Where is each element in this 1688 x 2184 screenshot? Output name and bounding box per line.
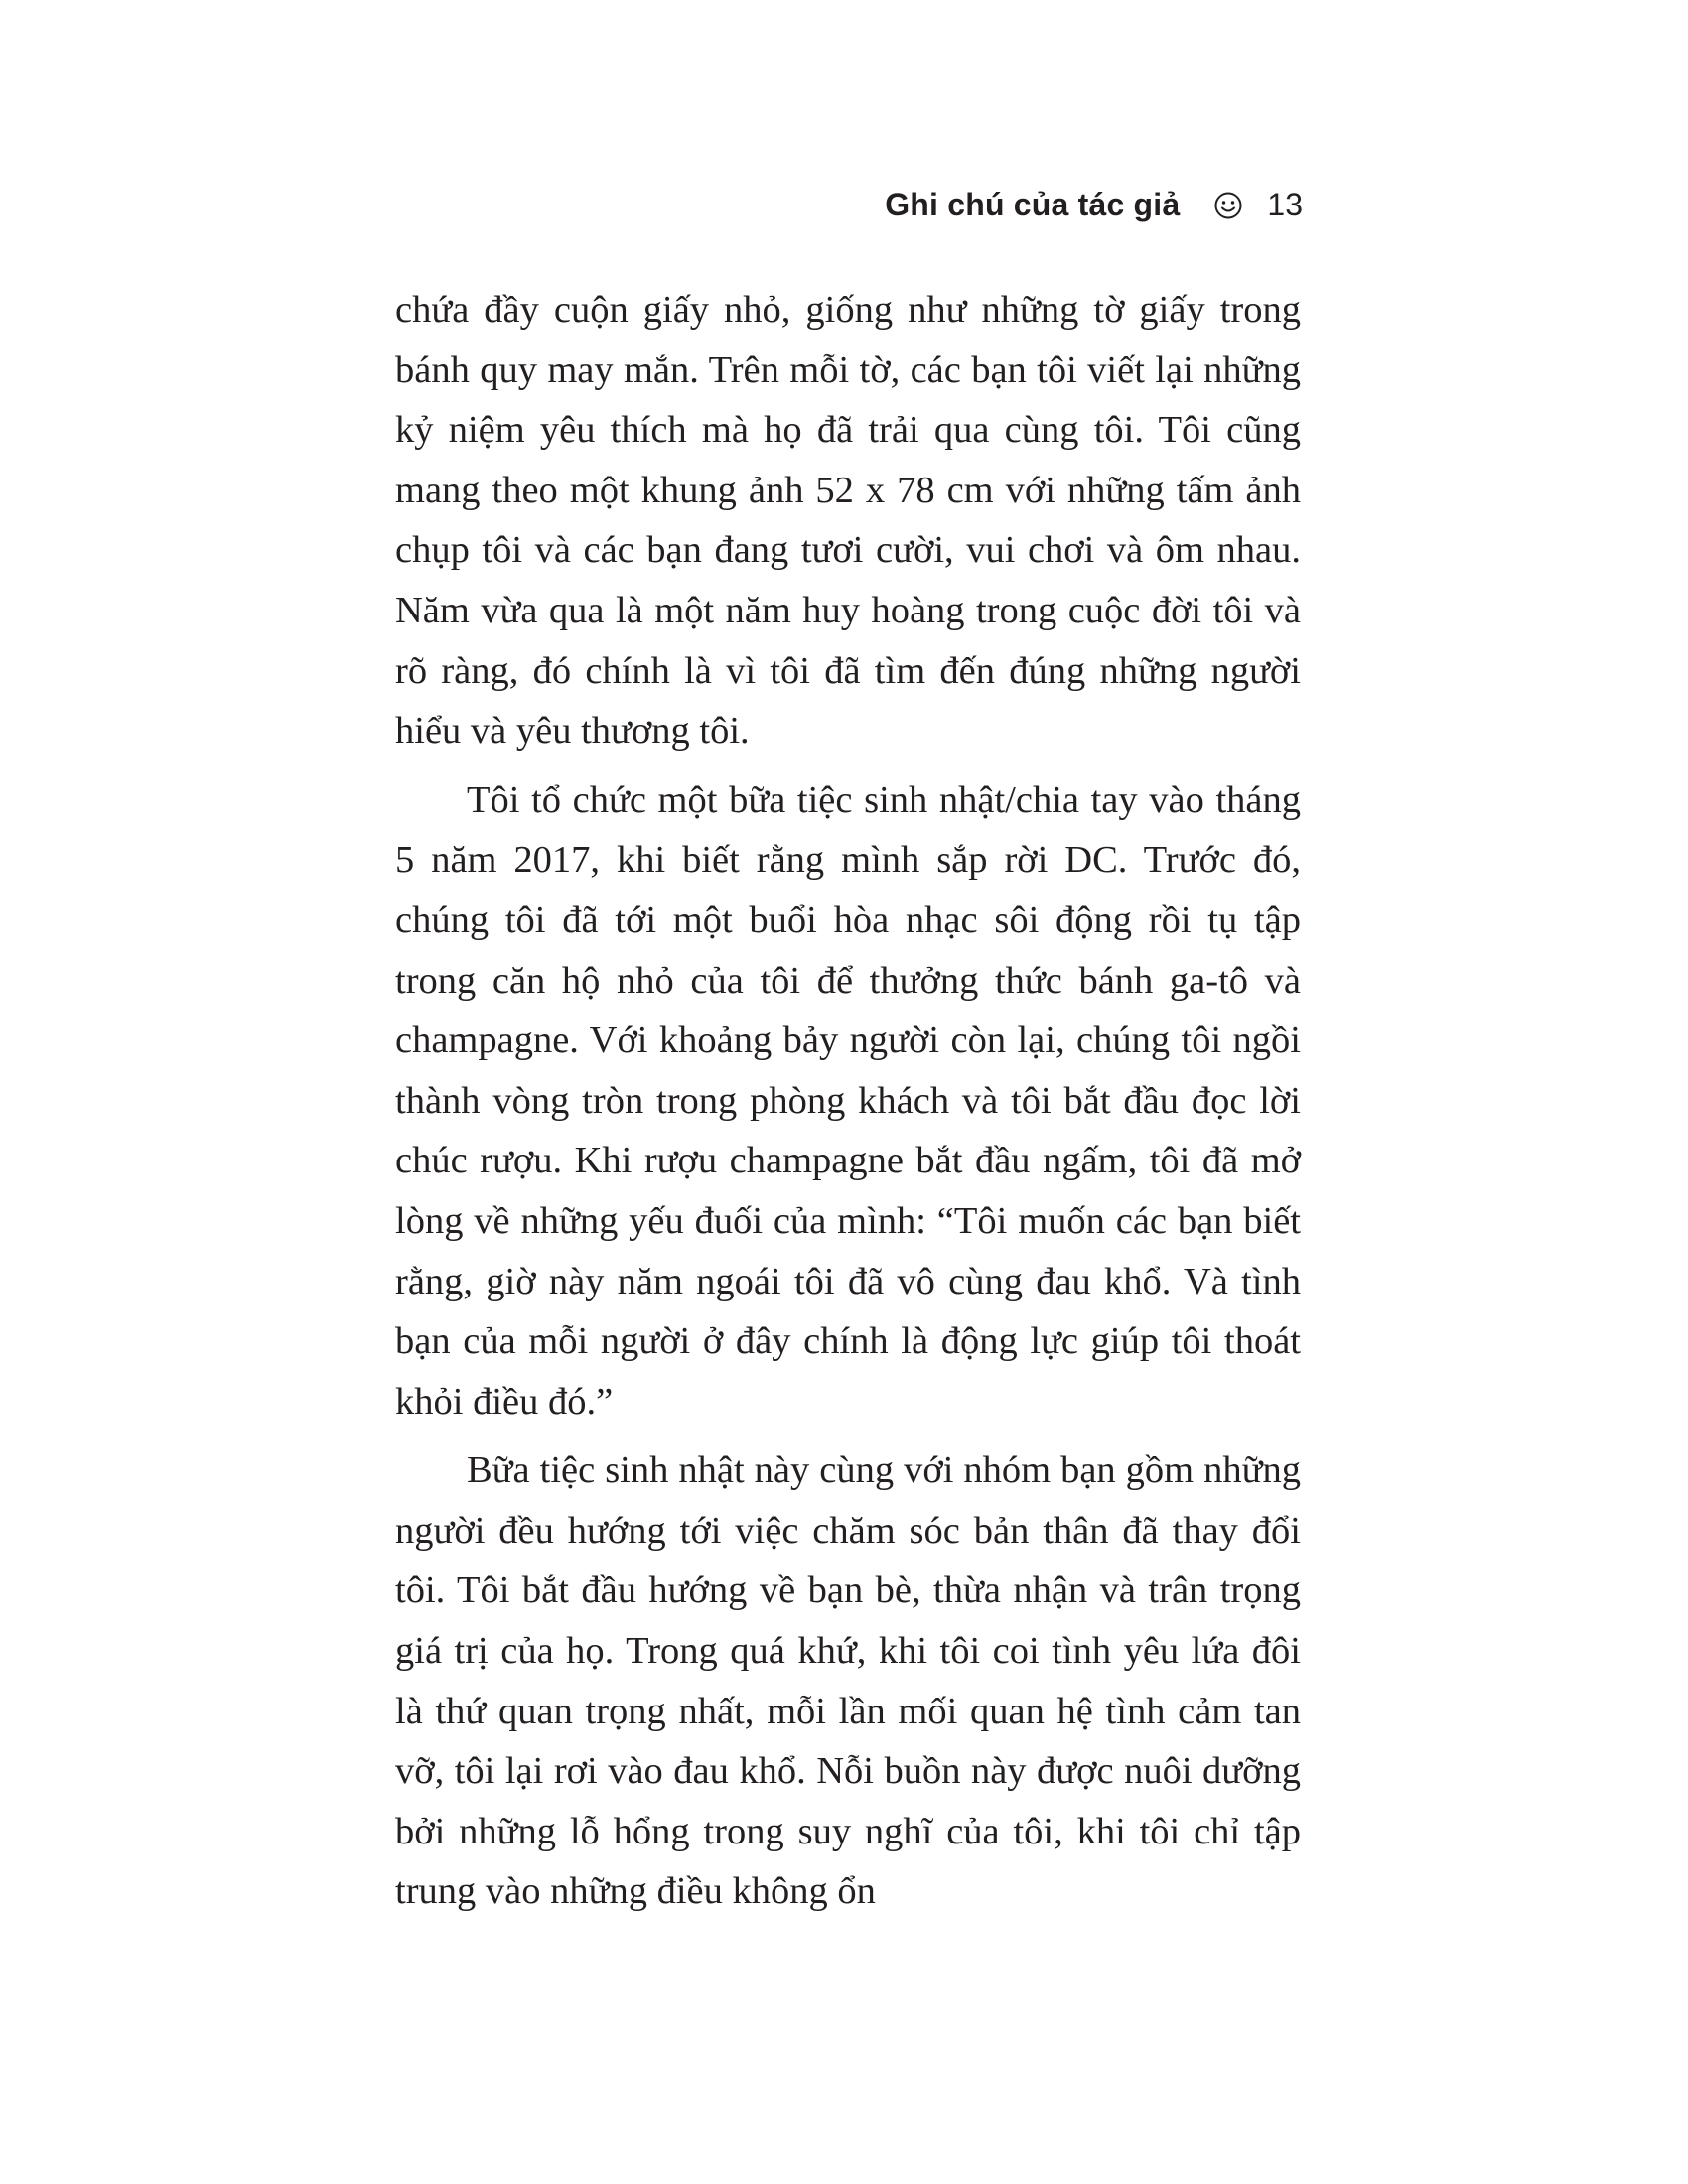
paragraph-continued: chứa đầy cuộn giấy nhỏ, giống như những tờ giấy trong bánh quy may mắn. Trên mỗi tờ, các bạn tôi viết lại những kỷ niệm yêu thích mà họ đã trải qua cùng tôi. Tôi cũng mang theo một khung ảnh 52 x 78 cm với những tấm ảnh chụp tôi và các bạn đang tươi cười, vui chơi và ôm nhau. Năm vừa qua là một năm huy hoàng trong cuộc đời tôi và rõ ràng, đó chính là vì tôi đã tìm đến đúng những người hiểu và yêu thương tôi. bbox=[395, 289, 1301, 752]
smiley-icon bbox=[1213, 191, 1243, 220]
page-number: 13 bbox=[1267, 187, 1303, 222]
running-header bbox=[885, 187, 1303, 223]
paragraph-friendship-change: Bữa tiệc sinh nhật này cùng với nhóm bạn gồm những người đều hướng tới việc chăm sóc bản thân đã thay đổi tôi. Tôi bắt đầu hướng về bạn bè, thừa nhận và trân trọng giá trị của họ. Trong quá khứ, khi tôi coi tình yêu lứa đôi là thứ quan trọng nhất, mỗi lần mối quan hệ tình cảm tan vỡ, tôi lại rơi vào đau khổ. Nỗi buồn này được nuôi dưỡng bởi những lỗ hổng trong suy nghĩ của tôi, khi tôi chỉ tập trung vào những điều không ổn bbox=[395, 1449, 1301, 1913]
paragraph-birthday-party: Tôi tổ chức một bữa tiệc sinh nhật/chia tay vào tháng 5 năm 2017, khi biết rằng mình sắp rời DC. Trước đó, chúng tôi đã tới một buổi hòa nhạc sôi động rồi tụ tập trong căn hộ nhỏ của tôi để thưởng thức bánh ga-tô và champagne. Với khoảng bảy người còn lại, chúng tôi ngồi thành vòng tròn trong phòng khách và tôi bắt đầu đọc lời chúc rượu. Khi rượu champagne bắt đầu ngấm, tôi đã mở lòng về những yếu đuối của mình: “Tôi muốn các bạn biết rằng, giờ này năm ngoái tôi đã vô cùng đau khổ. Và tình bạn của mỗi người ở đây chính là động lực giúp tôi thoát khỏi điều đó.” bbox=[395, 778, 1301, 1423]
body-text bbox=[395, 280, 1301, 1931]
chapter-title: Ghi chú của tác giả bbox=[885, 187, 1181, 222]
